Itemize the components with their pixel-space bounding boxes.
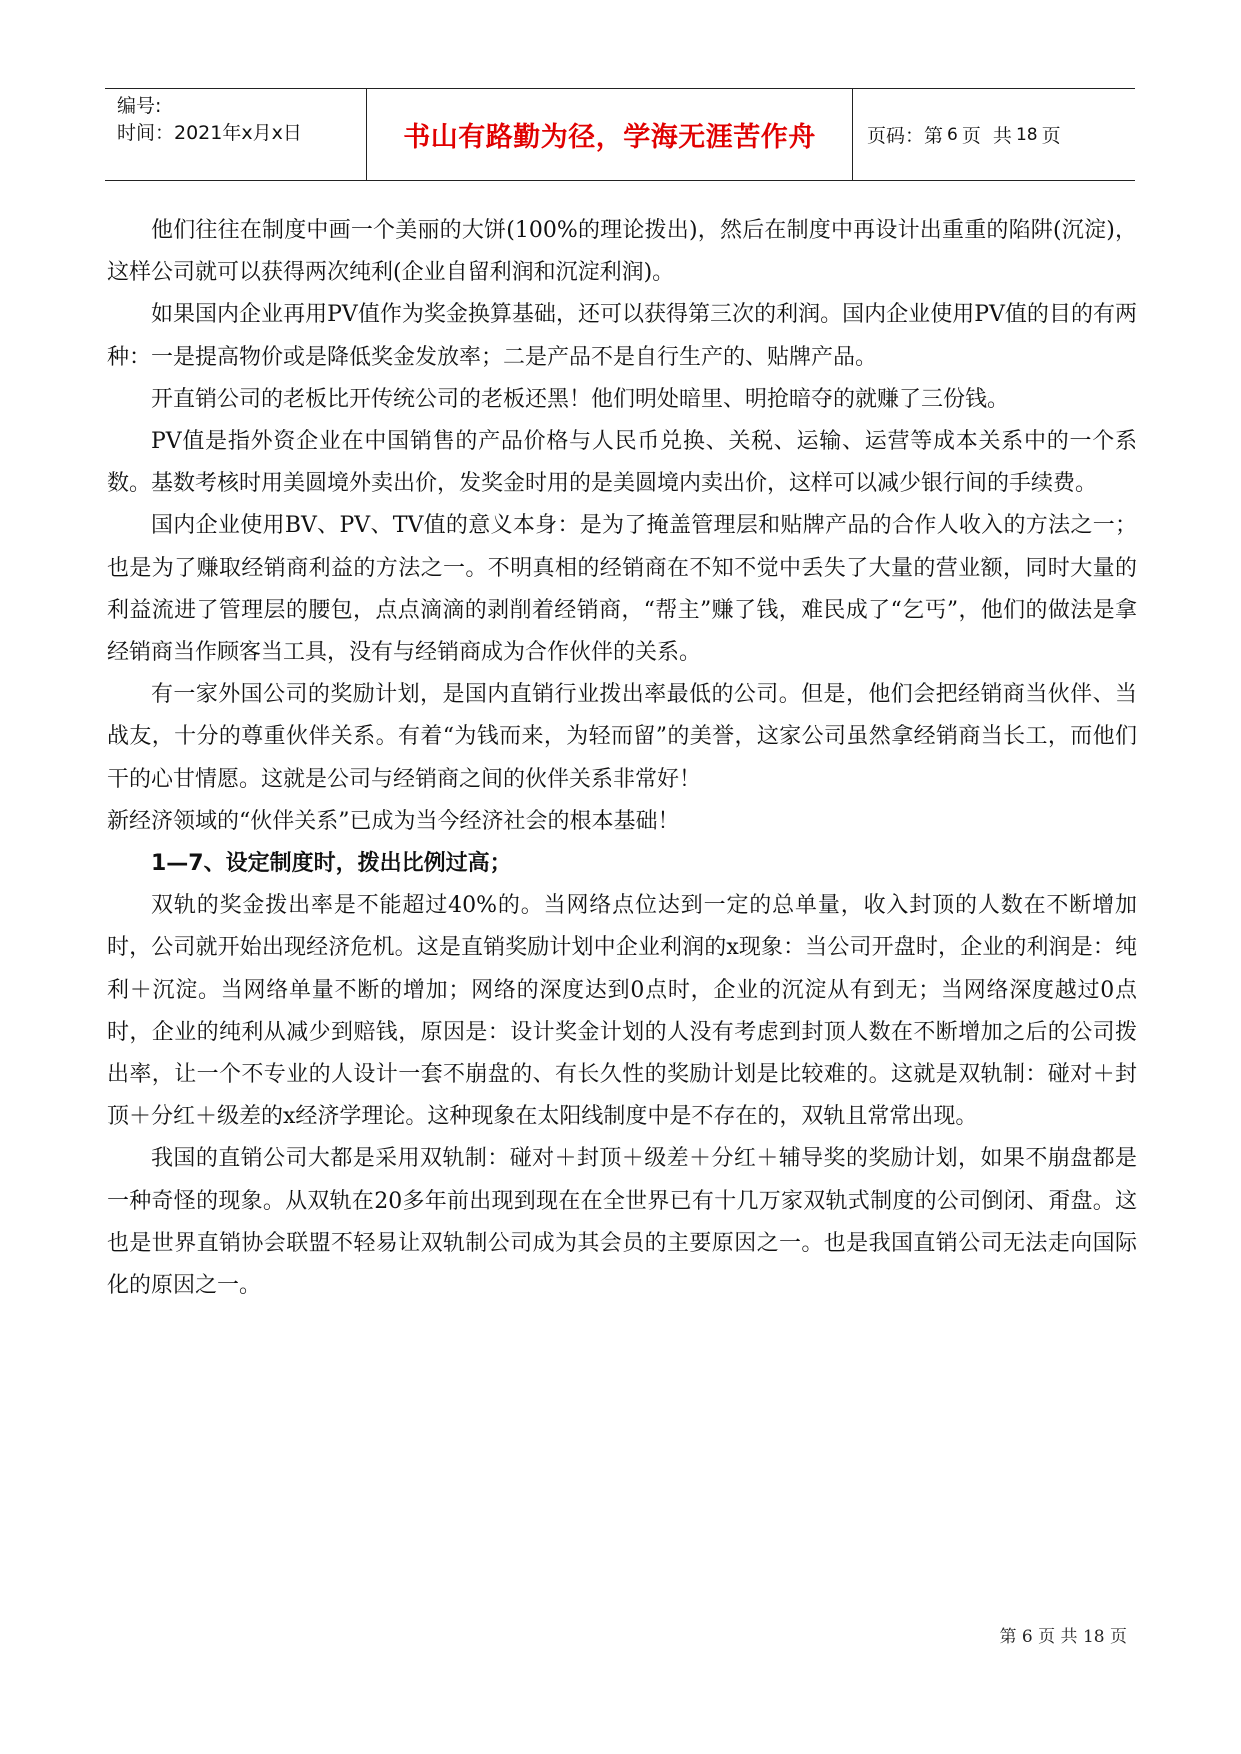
header-page-cell — [853, 89, 1135, 180]
header-motto-cell — [367, 89, 853, 180]
page-header — [105, 88, 1135, 181]
paragraph: 如果国内企业再用PV值作为奖金换算基础，还可以获得第三次的利润。国内企业使用PV值的目的有两种：一是提高物价或是降低奖金发放率；二是产品不是自行生产的、贴牌产品。 — [107, 302, 1137, 370]
page-current: 6 — [947, 124, 958, 145]
page-mid: 页 共 — [961, 125, 1012, 147]
paragraph: 他们往往在制度中画一个美丽的大饼(100%的理论拨出)，然后在制度中再设计出重重的陷阱(沉淀)，这样公司就可以获得两次纯利(企业自留利润和沉淀利润)。 — [107, 218, 1137, 286]
header-meta-cell — [105, 89, 367, 180]
page-total: 18 — [1015, 124, 1038, 145]
page-label: 页码：第 — [867, 125, 944, 147]
paragraph: 我国的直销公司大都是采用双轨制：碰对＋封顶＋级差＋分红＋辅导奖的奖励计划，如果不崩盘都是一种奇怪的现象。从双轨在20多年前出现到现在在全世界已有十几万家双轨式制度的公司倒闭、甭盘。这也是世界直销协会联盟不轻易让双轨制公司成为其会员的主要原因之一。也是我国直销公司无法走向国际化的原因之一。 — [107, 1146, 1137, 1299]
page-end: 页 — [1041, 125, 1061, 147]
document-number-label: 编号: — [117, 95, 162, 117]
paragraph: PV值是指外资企业在中国销售的产品价格与人民币兑换、关税、运输、运营等成本关系中的一个系数。基数考核时用美圆境外卖出价，发奖金时用的是美圆境内卖出价，这样可以减少银行间的手续费。 — [107, 429, 1137, 497]
paragraph: 有一家外国公司的奖励计划，是国内直销行业拨出率最低的公司。但是，他们会把经销商当伙伴、当战友，十分的尊重伙伴关系。有着“为钱而来，为轻而留”的美誉，这家公司虽然拿经销商当长工，而他们干的心甘情愿。这就是公司与经销商之间的伙伴关系非常好！ — [107, 682, 1137, 792]
document-body — [107, 210, 1137, 1307]
paragraph: 开直销公司的老板比开传统公司的老板还黑！他们明处暗里、明抢暗夺的就赚了三份钱。 — [151, 386, 1010, 412]
document-time: 时间：2021年x月x日 — [117, 122, 302, 144]
paragraph: 国内企业使用BV、PV、TV值的意义本身：是为了掩盖管理层和贴牌产品的合作人收入的方法之一；也是为了赚取经销商利益的方法之一。不明真相的经销商在不知不觉中丢失了大量的营业额，同时大量的利益流进了管理层的腰包，点点滴滴的剥削着经销商，“帮主”赚了钱，难民成了“乞丐”，他们的做法是拿经销商当作顾客当工具，没有与经销商成为合作伙伴的关系。 — [107, 513, 1137, 666]
paragraph: 新经济领域的“伙伴关系”已成为当今经济社会的根本基础！ — [107, 808, 680, 834]
page-footer: 第 6 页 共 18 页 — [999, 1627, 1127, 1647]
header-motto: 书山有路勤为径，学海无涯苦作舟 — [403, 122, 816, 153]
paragraph: 双轨的奖金拨出率是不能超过40%的。当网络点位达到一定的总单量，收入封顶的人数在不断增加时，公司就开始出现经济危机。这是直销奖励计划中企业利润的x现象：当公司开盘时，企业的利润是：纯利＋沉淀。当网络单量不断的增加；网络的深度达到0点时，企业的沉淀从有到无；当网络深度越过0点时，企业的纯利从减少到赔钱，原因是：设计奖金计划的人没有考虑到封顶人数在不断增加之后的公司拨出率，让一个不专业的人设计一套不崩盘的、有长久性的奖励计划是比较难的。这就是双轨制：碰对＋封顶＋分红＋级差的x经济学理论。这种现象在太阳线制度中是不存在的，双轨且常常出现。 — [107, 893, 1137, 1130]
section-heading: 1—7、设定制度时，拨出比例过高； — [151, 851, 512, 877]
